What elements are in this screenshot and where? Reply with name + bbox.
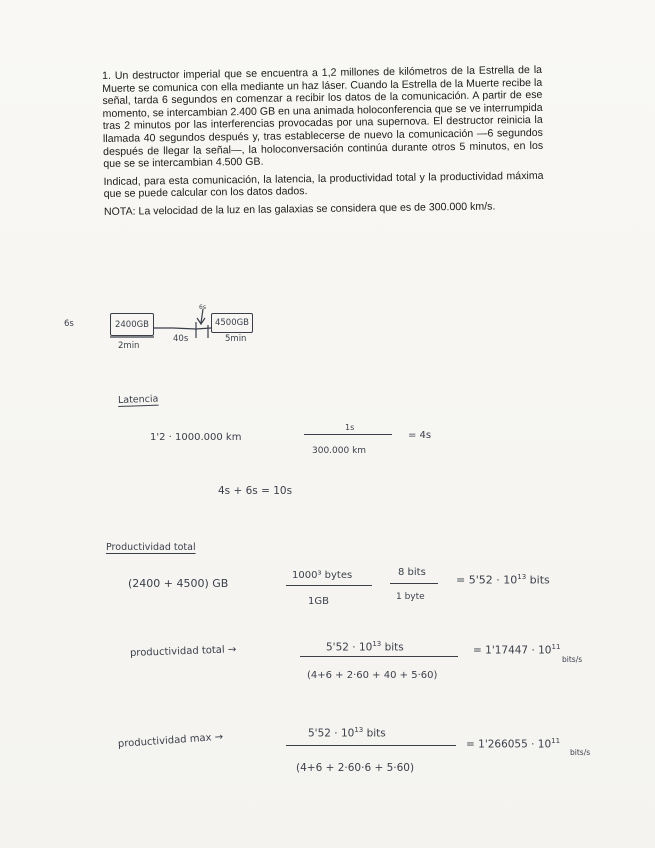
diagram-box2-time: 5min xyxy=(225,334,247,344)
bits-frac2-numerator: 8 bits xyxy=(398,567,426,578)
diagram-box-1: 2400GB xyxy=(110,313,154,336)
problem-question: Indicad, para esta comunicación, la latencia, la productividad total y la productividad máxima que se puede calcular con los datos dados. xyxy=(103,169,544,201)
productivity-max-denominator: (4+6 + 2·60·6 + 5·60) xyxy=(296,762,415,774)
bits-data-expression: (2400 + 4500) GB xyxy=(128,577,229,590)
productivity-total-fraction-line xyxy=(300,656,458,657)
latency-sum: 4s + 6s = 10s xyxy=(218,485,293,497)
bits-frac1-line xyxy=(286,585,372,586)
diagram-start-label: 6s xyxy=(64,319,74,329)
diagram-box-2: 4500GB xyxy=(211,313,253,333)
problem-statement: 1. Un destructor imperial que se encuentra a 1,2 millones de kilómetros de la Estrella de la Muerte se comunica con ella mediante un haz láser. Cuando la Estrella de la Muerte recibe la señal, tarda 6 segundos en comenzar a recibir los datos de la comunicación. A partir de ese momento, se intercambian 2.400 GB en una animada holoconferencia que se ve interrumpida tras 2 minutos por las interferencias provocadas por una supernova. El destructor reinicia la llamada 40 segundos después y, tras establecerse de nuevo la comunicación —6 segundos después de llegar la señal—, la holoconversación continúa durante otros 5 minutos, en los que se se intercambian 4.500 GB. xyxy=(102,63,544,171)
latency-distance: 1'2 · 1000.000 km xyxy=(150,432,242,443)
productivity-total-denominator: (4+6 + 2·60 + 40 + 5·60) xyxy=(307,670,438,681)
latency-denominator: 300.000 km xyxy=(312,446,367,456)
productivity-max-result: = $1'266055 \cdot 10^{11}$ xyxy=(466,737,561,751)
productivity-max-unit: bits/s xyxy=(570,748,591,757)
bits-result: = $5'52 \cdot 10^{13}$ bits xyxy=(456,573,550,587)
latency-result: = 4s xyxy=(408,430,432,441)
diagram-box1-time: 2min xyxy=(118,341,140,351)
productivity-max-label: productividad max → xyxy=(117,731,224,750)
productivity-total-label: productividad total → xyxy=(129,644,237,659)
productivity-max-fraction-line xyxy=(286,745,456,746)
productivity-total-unit: bits/s xyxy=(562,655,583,664)
bits-frac1-denominator: 1GB xyxy=(308,596,329,607)
bits-frac2-line xyxy=(390,583,438,584)
diagram-marker: 6s xyxy=(199,304,206,311)
latency-numerator: 1s xyxy=(345,423,355,432)
productivity-max-numerator: $5'52 \cdot 10^{13}$ bits xyxy=(308,726,386,740)
productivity-total-heading: Productividad total xyxy=(106,542,196,553)
latency-heading: Latencia xyxy=(117,393,159,406)
productivity-total-result: = $1'17447 \cdot 10^{11}$ xyxy=(473,643,561,657)
bits-frac2-denominator: 1 byte xyxy=(396,592,425,602)
diagram-gap-time: 40s xyxy=(173,334,189,344)
problem-note: NOTA: La velocidad de la luz en las galaxias se considera que es de 300.000 km/s. xyxy=(103,200,496,218)
latency-fraction-line xyxy=(304,434,392,435)
bits-frac1-numerator: 1000³ bytes xyxy=(292,570,353,581)
productivity-total-numerator: $5'52 \cdot 10^{13}$ bits xyxy=(326,640,404,654)
